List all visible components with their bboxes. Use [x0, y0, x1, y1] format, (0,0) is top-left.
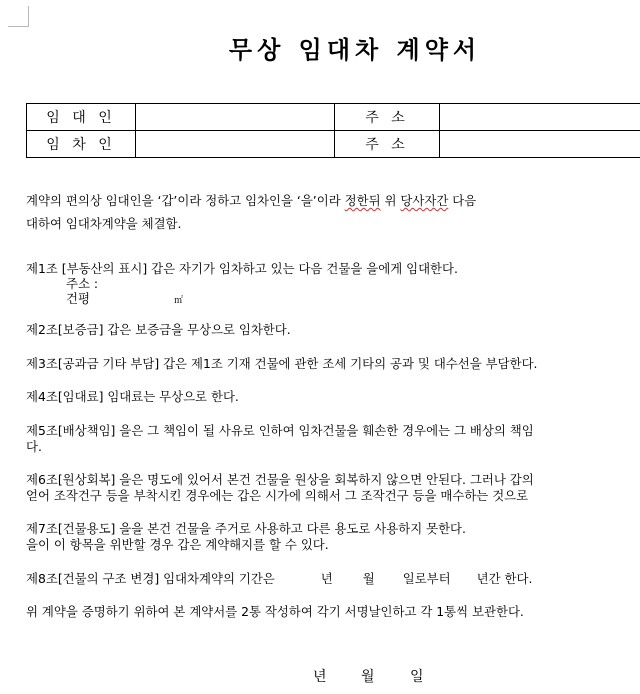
spellcheck-word: 정한뒤	[344, 193, 381, 208]
article-6-line-1: 제6조[원상회복] 을은 명도에 있어서 본건 건물을 원상을 회복하지 않으면 안된다. 그러나 갑의	[26, 472, 534, 487]
article-4: 제4조[임대료] 임대료는 무상으로 한다.	[26, 389, 239, 404]
article-8-prefix: 제8조[건물의 구조 변경] 임대차계약의 기간은	[26, 571, 275, 586]
page-corner-mark	[8, 6, 29, 27]
article-5-line-2: 다.	[26, 439, 42, 454]
lessor-address-cell[interactable]	[440, 104, 640, 131]
intro-text: 계약의 편의상 임대인을 ‘갑’이라 정하고 임차인을 ‘을’이라	[26, 193, 345, 208]
article-7-line-2: 을이 이 항목을 위반할 경우 갑은 계약해지를 할 수 있다.	[26, 537, 329, 552]
intro-line-1	[26, 193, 476, 208]
table-row	[27, 104, 640, 131]
closing-statement: 위 계약을 증명하기 위하여 본 계약서를 2통 작성하여 각기 서명날인하고 각 1통씩 보관한다.	[26, 604, 524, 619]
article-7-line-1: 제7조[건물용도] 을을 본건 건물을 주거로 사용하고 다른 용도로 사용하지 못한다.	[26, 521, 466, 536]
date-month-label: 월	[361, 669, 375, 685]
table-row	[27, 131, 640, 158]
document-title: 무상 임대차 계약서	[228, 36, 482, 64]
lessor-label: 임 대 인	[27, 104, 136, 131]
article-3: 제3조[공과금 기타 부담] 갑은 제1조 기재 건물에 관한 조세 기타의 공과 및 대수선을 부담한다.	[26, 356, 538, 371]
article-8-year: 년	[320, 571, 333, 586]
article-6-line-2: 얻어 조작건구 등을 부착시킨 경우에는 갑은 시가에 의해서 그 조작건구 등을 매수하는 것으로	[26, 488, 529, 503]
lessee-label: 임 차 인	[27, 131, 136, 158]
lessor-name-cell[interactable]	[136, 104, 335, 131]
lessee-address-cell[interactable]	[440, 131, 640, 158]
date-day-label: 일	[410, 669, 424, 685]
intro-text: 다음	[448, 193, 477, 208]
parties-table	[26, 103, 640, 158]
spellcheck-word: 당사자간	[400, 193, 449, 208]
intro-line-2: 대하여 임대차계약을 체결함.	[26, 216, 182, 231]
area-unit: ㎡	[173, 296, 183, 306]
lessee-address-label: 주 소	[335, 131, 440, 158]
article-8-from: 일로부터	[402, 571, 451, 586]
article-1-address: 주소 :	[66, 276, 99, 291]
lessee-name-cell[interactable]	[136, 131, 335, 158]
area-label: 건평	[66, 291, 90, 306]
article-5-line-1: 제5조[배상책임] 을은 그 책임이 될 사유로 인하여 임차건물을 훼손한 경우에는 그 배상의 책임	[26, 423, 534, 438]
lessor-address-label: 주 소	[335, 104, 440, 131]
article-1-area	[66, 291, 183, 309]
article-8	[26, 571, 532, 586]
date-year-label: 년	[313, 669, 327, 685]
article-2: 제2조[보증금] 갑은 보증금을 무상으로 임차한다.	[26, 322, 291, 337]
intro-text: 위	[380, 193, 401, 208]
article-8-suffix: 년간 한다.	[476, 571, 533, 586]
article-8-month: 월	[362, 571, 375, 586]
article-1: 제1조 [부동산의 표시] 갑은 자기가 임차하고 있는 다음 건물을 을에게 임대한다.	[26, 261, 458, 276]
